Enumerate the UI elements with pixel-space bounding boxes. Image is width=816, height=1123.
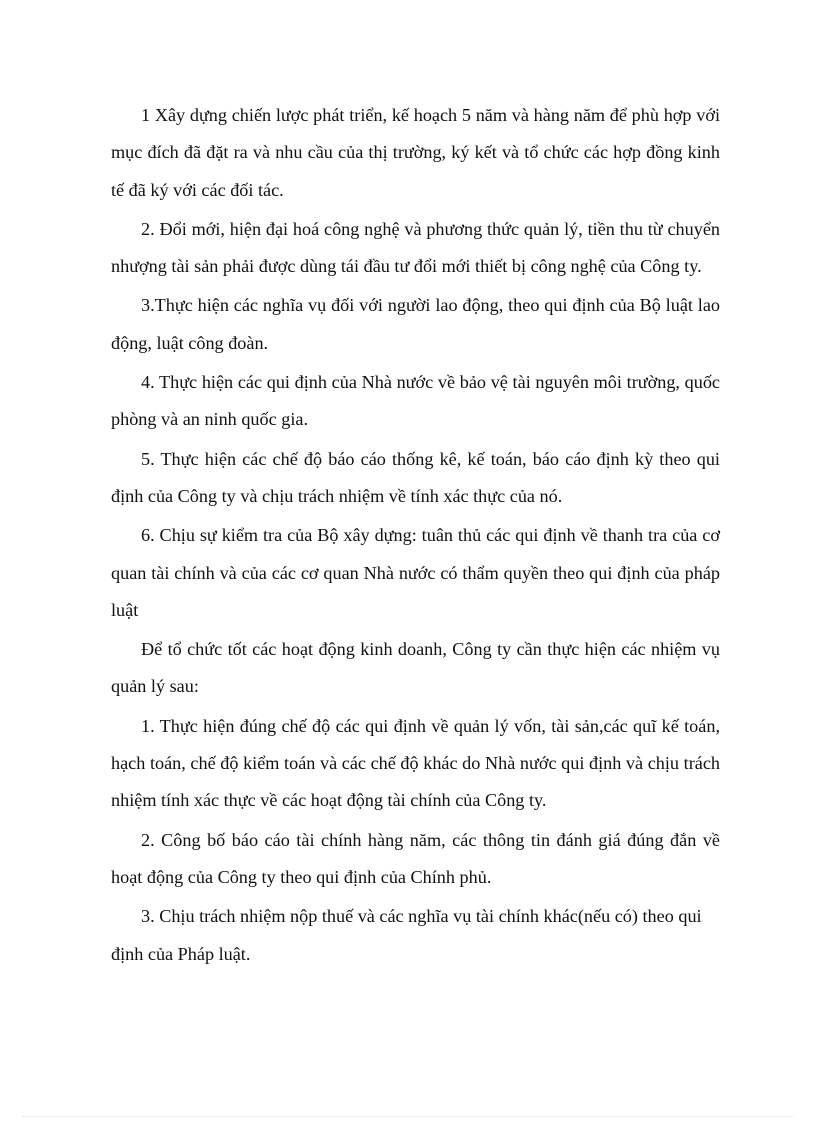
paragraph-technology-renewal: 2. Đổi mới, hiện đại hoá công nghệ và phương thức quản lý, tiền thu từ chuyển nhượng tài sản phải được dùng tái đầu tư đổi mới thiết bị công nghệ của Công ty. (111, 218, 720, 277)
paragraph-environment-defense: 4. Thực hiện các qui định của Nhà nước về bảo vệ tài nguyên môi trường, quốc phòng và an ninh quốc gia. (111, 372, 720, 430)
paragraph-capital-management: 1. Thực hiện đúng chế độ các qui định về quản lý vốn, tài sản,các quĩ kế toán, hạch toán, chế độ kiểm toán và các chế độ khác do Nhà nước qui định và chịu trách nhiệm tính xác thực về các hoạt động tài chính của Công ty. (111, 715, 720, 811)
paragraph-labor-obligations: 3.Thực hiện các nghĩa vụ đối với người lao động, theo qui định của Bộ luật lao động, luật công đoàn. (111, 295, 720, 353)
document-body (111, 97, 720, 975)
paragraph-financial-disclosure: 2. Công bố báo cáo tài chính hàng năm, các thông tin đánh giá đúng đắn về hoạt động của Công ty theo qui định của Chính phủ. (111, 829, 720, 887)
paragraph-reporting: 5. Thực hiện các chế độ báo cáo thống kê, kế toán, báo cáo định kỳ theo qui định của Công ty và chịu trách nhiệm về tính xác thực của nó. (111, 448, 720, 506)
page-bottom-divider (22, 1116, 794, 1117)
paragraph-management-intro: Để tổ chức tốt các hoạt động kinh doanh, Công ty cần thực hiện các nhiệm vụ quản lý sau: (111, 639, 720, 697)
paragraph-tax-obligations: 3. Chịu trách nhiệm nộp thuế và các nghĩa vụ tài chính khác(nếu có) theo qui định của Pháp luật. (111, 906, 702, 964)
paragraph-strategy: 1 Xây dựng chiến lược phát triển, kế hoạch 5 năm và hàng năm để phù hợp với mục đích đã đặt ra và nhu cầu của thị trường, ký kết và tổ chức các hợp đồng kinh tế đã ký với các đối tác. (111, 105, 720, 200)
paragraph-inspection: 6. Chịu sự kiểm tra của Bộ xây dựng: tuân thủ các qui định về thanh tra của cơ quan tài chính và của các cơ quan Nhà nước có thẩm quyền theo qui định của pháp luật (111, 525, 720, 620)
